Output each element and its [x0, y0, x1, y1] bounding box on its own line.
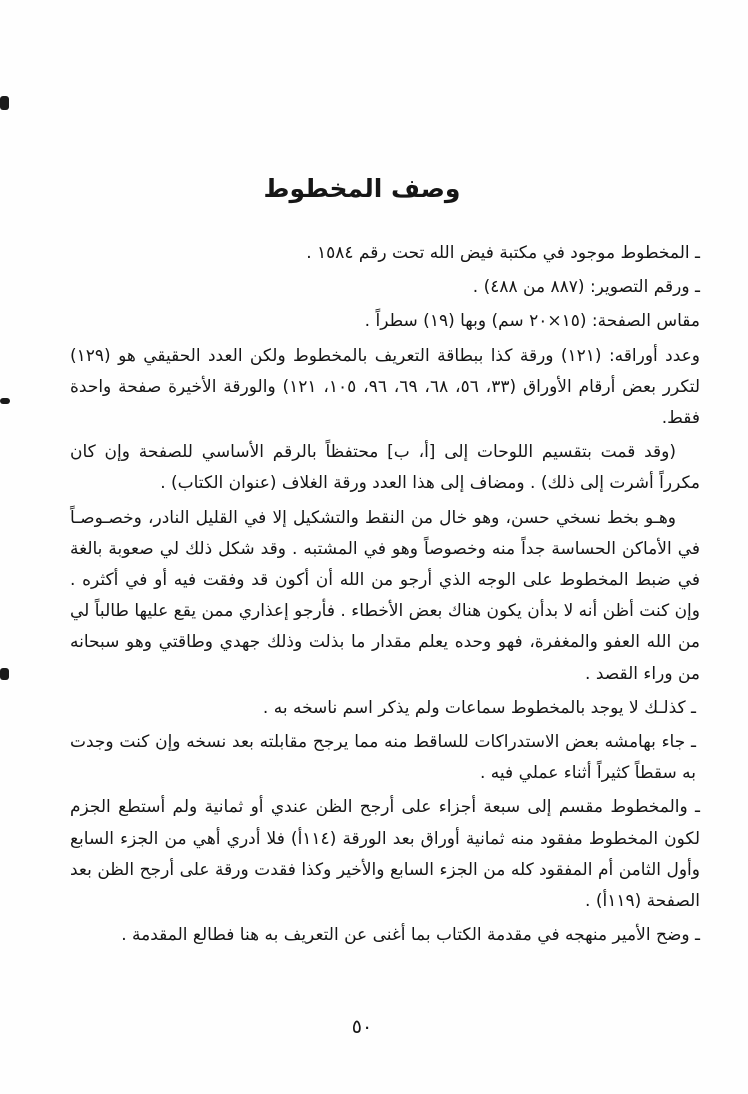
scan-edge-mark	[0, 398, 10, 404]
paragraph-library-location: ـ المخطوط موجود في مكتبة فيض الله تحت رقم ١٥٨٤ .	[306, 243, 700, 263]
paragraph-leaf-count: وعدد أوراقه: (١٢١) ورقة كذا ببطاقة التعريف بالمخطوط ولكن العدد الحقيقي هو (١٢٩) لتكرر بعض أرقام الأوراق (٣٣، ٥٦، ٦٨، ٦٩، ٩٦، ١٠٥، ١٢١) والورقة الأخيرة صفحة واحدة فقط.	[70, 345, 701, 429]
page-number: ٥٠	[351, 1016, 373, 1038]
paragraph-photo-number: ـ ورقم التصوير: (٨٨٧ من ٤٨٨) .	[472, 277, 700, 298]
paragraph-author-method: ـ وضح الأمير منهجه في مقدمة الكتاب بما أغنى عن التعريف به هنا فطالع المقدمة .	[121, 925, 700, 946]
page-title: وصف المخطوط	[263, 174, 461, 203]
body-text	[70, 238, 700, 954]
paragraph-plate-division: (وقد قمت بتقسيم اللوحات إلى [أ، ب] محتفظاً بالرقم الأساسي للصفحة وإن كان مكرراً أشرت إلى ذلك) . ومضاف إلى هذا العدد ورقة الغلاف (عنوان الكتاب) .	[70, 442, 700, 494]
paragraph-no-auditions: ـ كذلـك لا يوجد بالمخطوط سماعات ولم يذكر اسم ناسخه به .	[262, 697, 696, 718]
paragraph-page-size: مقاس الصفحة: (١٥×٢٠ سم) وبها (١٩) سطراً .	[364, 311, 700, 332]
paragraph-script-description: وهـو بخط نسخي حسن، وهو خال من النقط والتشكيل إلا في القليل النادر، وخصـوصـاً في الأماكن الحساسة جداً منه وخصوصاً وهو في المشتبه . وقد شكل ذلك لي صعوبة بالغة في ضبط المخطوط على الوجه الذي أرجو من الله أن أكون قد وفقت فيه أو في أكثره . وإن كنت أظن أنه لا بدأن يكون هناك بعض الأخطاء . فأرجو إعذاري ممن يقع عليها طالباً لي من الله العفو والمغفرة، فهو وحده يعلم مقدار ما بذلت وذلك جهدي وطاقتي وهو سبحانه من وراء القصد .	[70, 507, 700, 684]
scan-edge-mark	[0, 668, 9, 680]
scan-edge-mark	[0, 96, 9, 110]
paragraph-volume-division: ـ والمخطوط مقسم إلى سبعة أجزاء على أرجح الظن عندي أو ثمانية ولم أستطع الجزم لكون المخطوط مفقود منه ثمانية أوراق بعد الورقة (١١٤أ) فلا أدري أهي من الجزء السابع وأول الثامن أم المفقود كله من الجزء السابع والأخير وكذا فقدت ورقة على أرجح الظن بعد الصفحة (١١٩أ) .	[70, 797, 700, 912]
paragraph-margin-notes: ـ جاء بهامشه بعض الاستدراكات للساقط منه مما يرجح مقابلته بعد نسخه وإن كنت وجدت به سقطاً كثيراً أثناء عملي فيه .	[70, 732, 696, 784]
